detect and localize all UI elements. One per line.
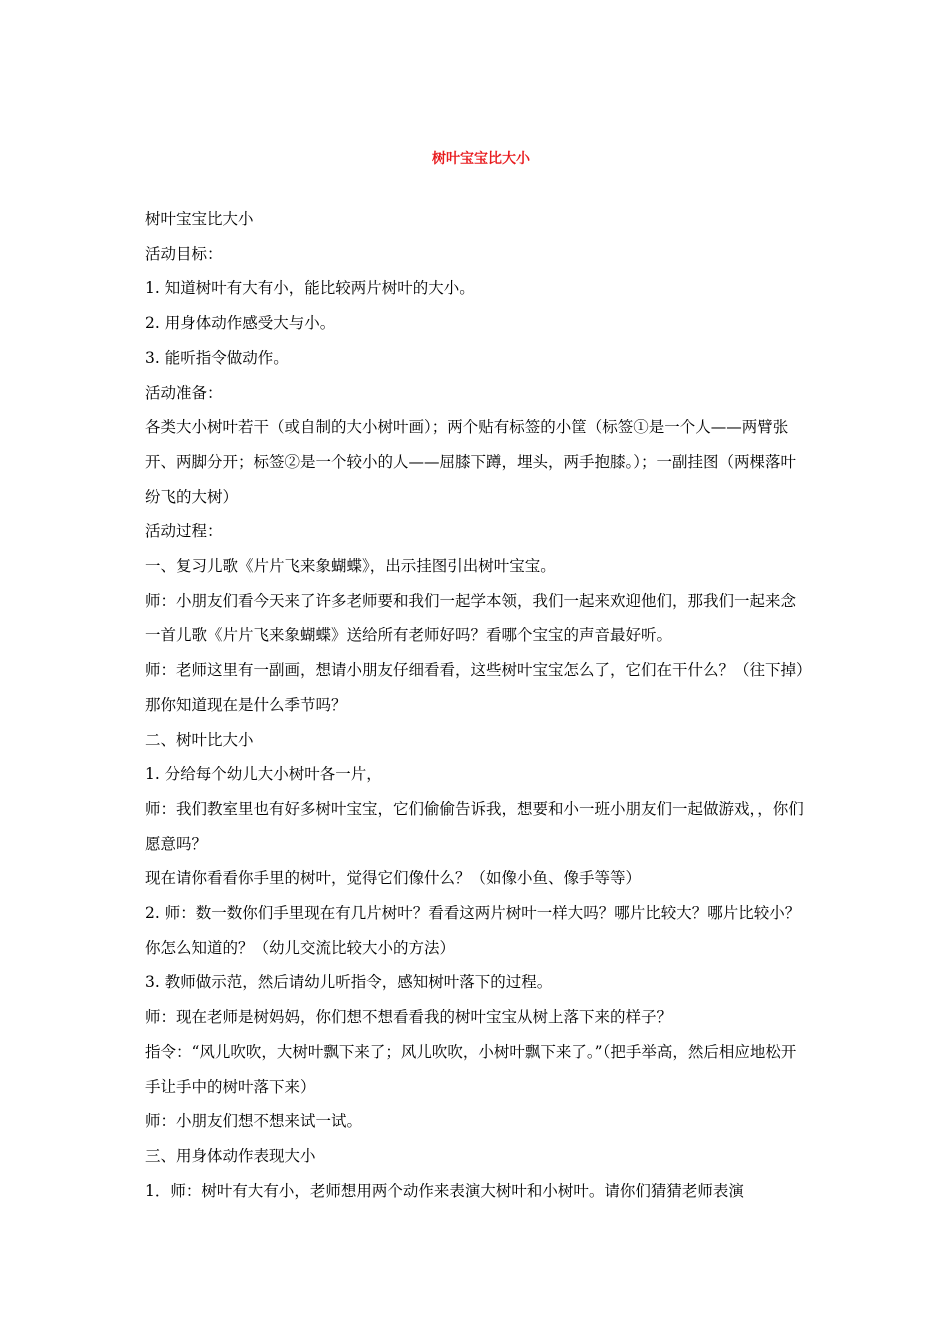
paragraph: 一、复习儿歌《片片飞来象蝴蝶》，出示挂图引出树叶宝宝。 bbox=[145, 557, 556, 576]
paragraph: 三、用身体动作表现大小 bbox=[145, 1146, 316, 1165]
paragraph: 1. 知道树叶有大有小，能比较两片树叶的大小。 bbox=[145, 279, 475, 298]
paragraph: 活动准备： bbox=[145, 383, 223, 402]
paragraph: 师：小朋友们想不想来试一试。 bbox=[145, 1112, 363, 1131]
paragraph: 现在请你看看你手里的树叶，觉得它们像什么？（如像小鱼、像手等等） bbox=[145, 869, 642, 888]
paragraph: 1．师：树叶有大有小，老师想用两个动作来表演大树叶和小树叶。请你们猜猜老师表演 bbox=[145, 1181, 744, 1200]
paragraph: 活动过程： bbox=[145, 522, 223, 541]
paragraph: 指令：“风儿吹吹，大树叶飘下来了；风儿吹吹，小树叶飘下来了。”（把手举高，然后相应地松开手让手中的树叶落下来） bbox=[145, 1042, 797, 1096]
document-title: 树叶宝宝比大小 bbox=[432, 151, 530, 167]
paragraph: 师：小朋友们看今天来了许多老师要和我们一起学本领，我们一起来欢迎他们，那我们一起来念一首儿歌《片片飞来象蝴蝶》送给所有老师好吗？看哪个宝宝的声音最好听。 bbox=[145, 591, 797, 645]
paragraph: 师：老师这里有一副画，想请小朋友仔细看看，这些树叶宝宝怎么了，它们在干什么？（往下掉）那你知道现在是什么季节吗？ bbox=[145, 661, 804, 714]
paragraph: 各类大小树叶若干（或自制的大小树叶画）；两个贴有标签的小筐（标签①是一个人——两臂张开、两脚分开；标签②是一个较小的人——屈膝下蹲，埋头，两手抱膝。）；一副挂图（两棵落叶纷飞的大树） bbox=[145, 418, 797, 506]
paragraph: 活动目标： bbox=[145, 244, 223, 263]
paragraph: 师：我们教室里也有好多树叶宝宝，它们偷偷告诉我，想要和小一班小朋友们一起做游戏，，你们愿意吗？ bbox=[145, 799, 804, 853]
paragraph: 3. 教师做示范，然后请幼儿听指令，感知树叶落下的过程。 bbox=[145, 973, 553, 992]
paragraph: 二、树叶比大小 bbox=[145, 730, 254, 749]
paragraph: 树叶宝宝比大小 bbox=[145, 210, 254, 228]
paragraph: 2. 师：数一数你们手里现在有几片树叶？看看这两片树叶一样大吗？哪片比较大？哪片比较小？你怎么知道的？（幼儿交流比较大小的方法） bbox=[145, 904, 801, 957]
paragraph: 1. 分给每个幼儿大小树叶各一片， bbox=[145, 765, 382, 784]
paragraph: 3. 能听指令做动作。 bbox=[145, 348, 289, 367]
paragraph: 2. 用身体动作感受大与小。 bbox=[145, 314, 336, 333]
document-body bbox=[145, 202, 810, 1208]
paragraph: 师：现在老师是树妈妈，你们想不想看看我的树叶宝宝从树上落下来的样子？ bbox=[145, 1008, 673, 1027]
